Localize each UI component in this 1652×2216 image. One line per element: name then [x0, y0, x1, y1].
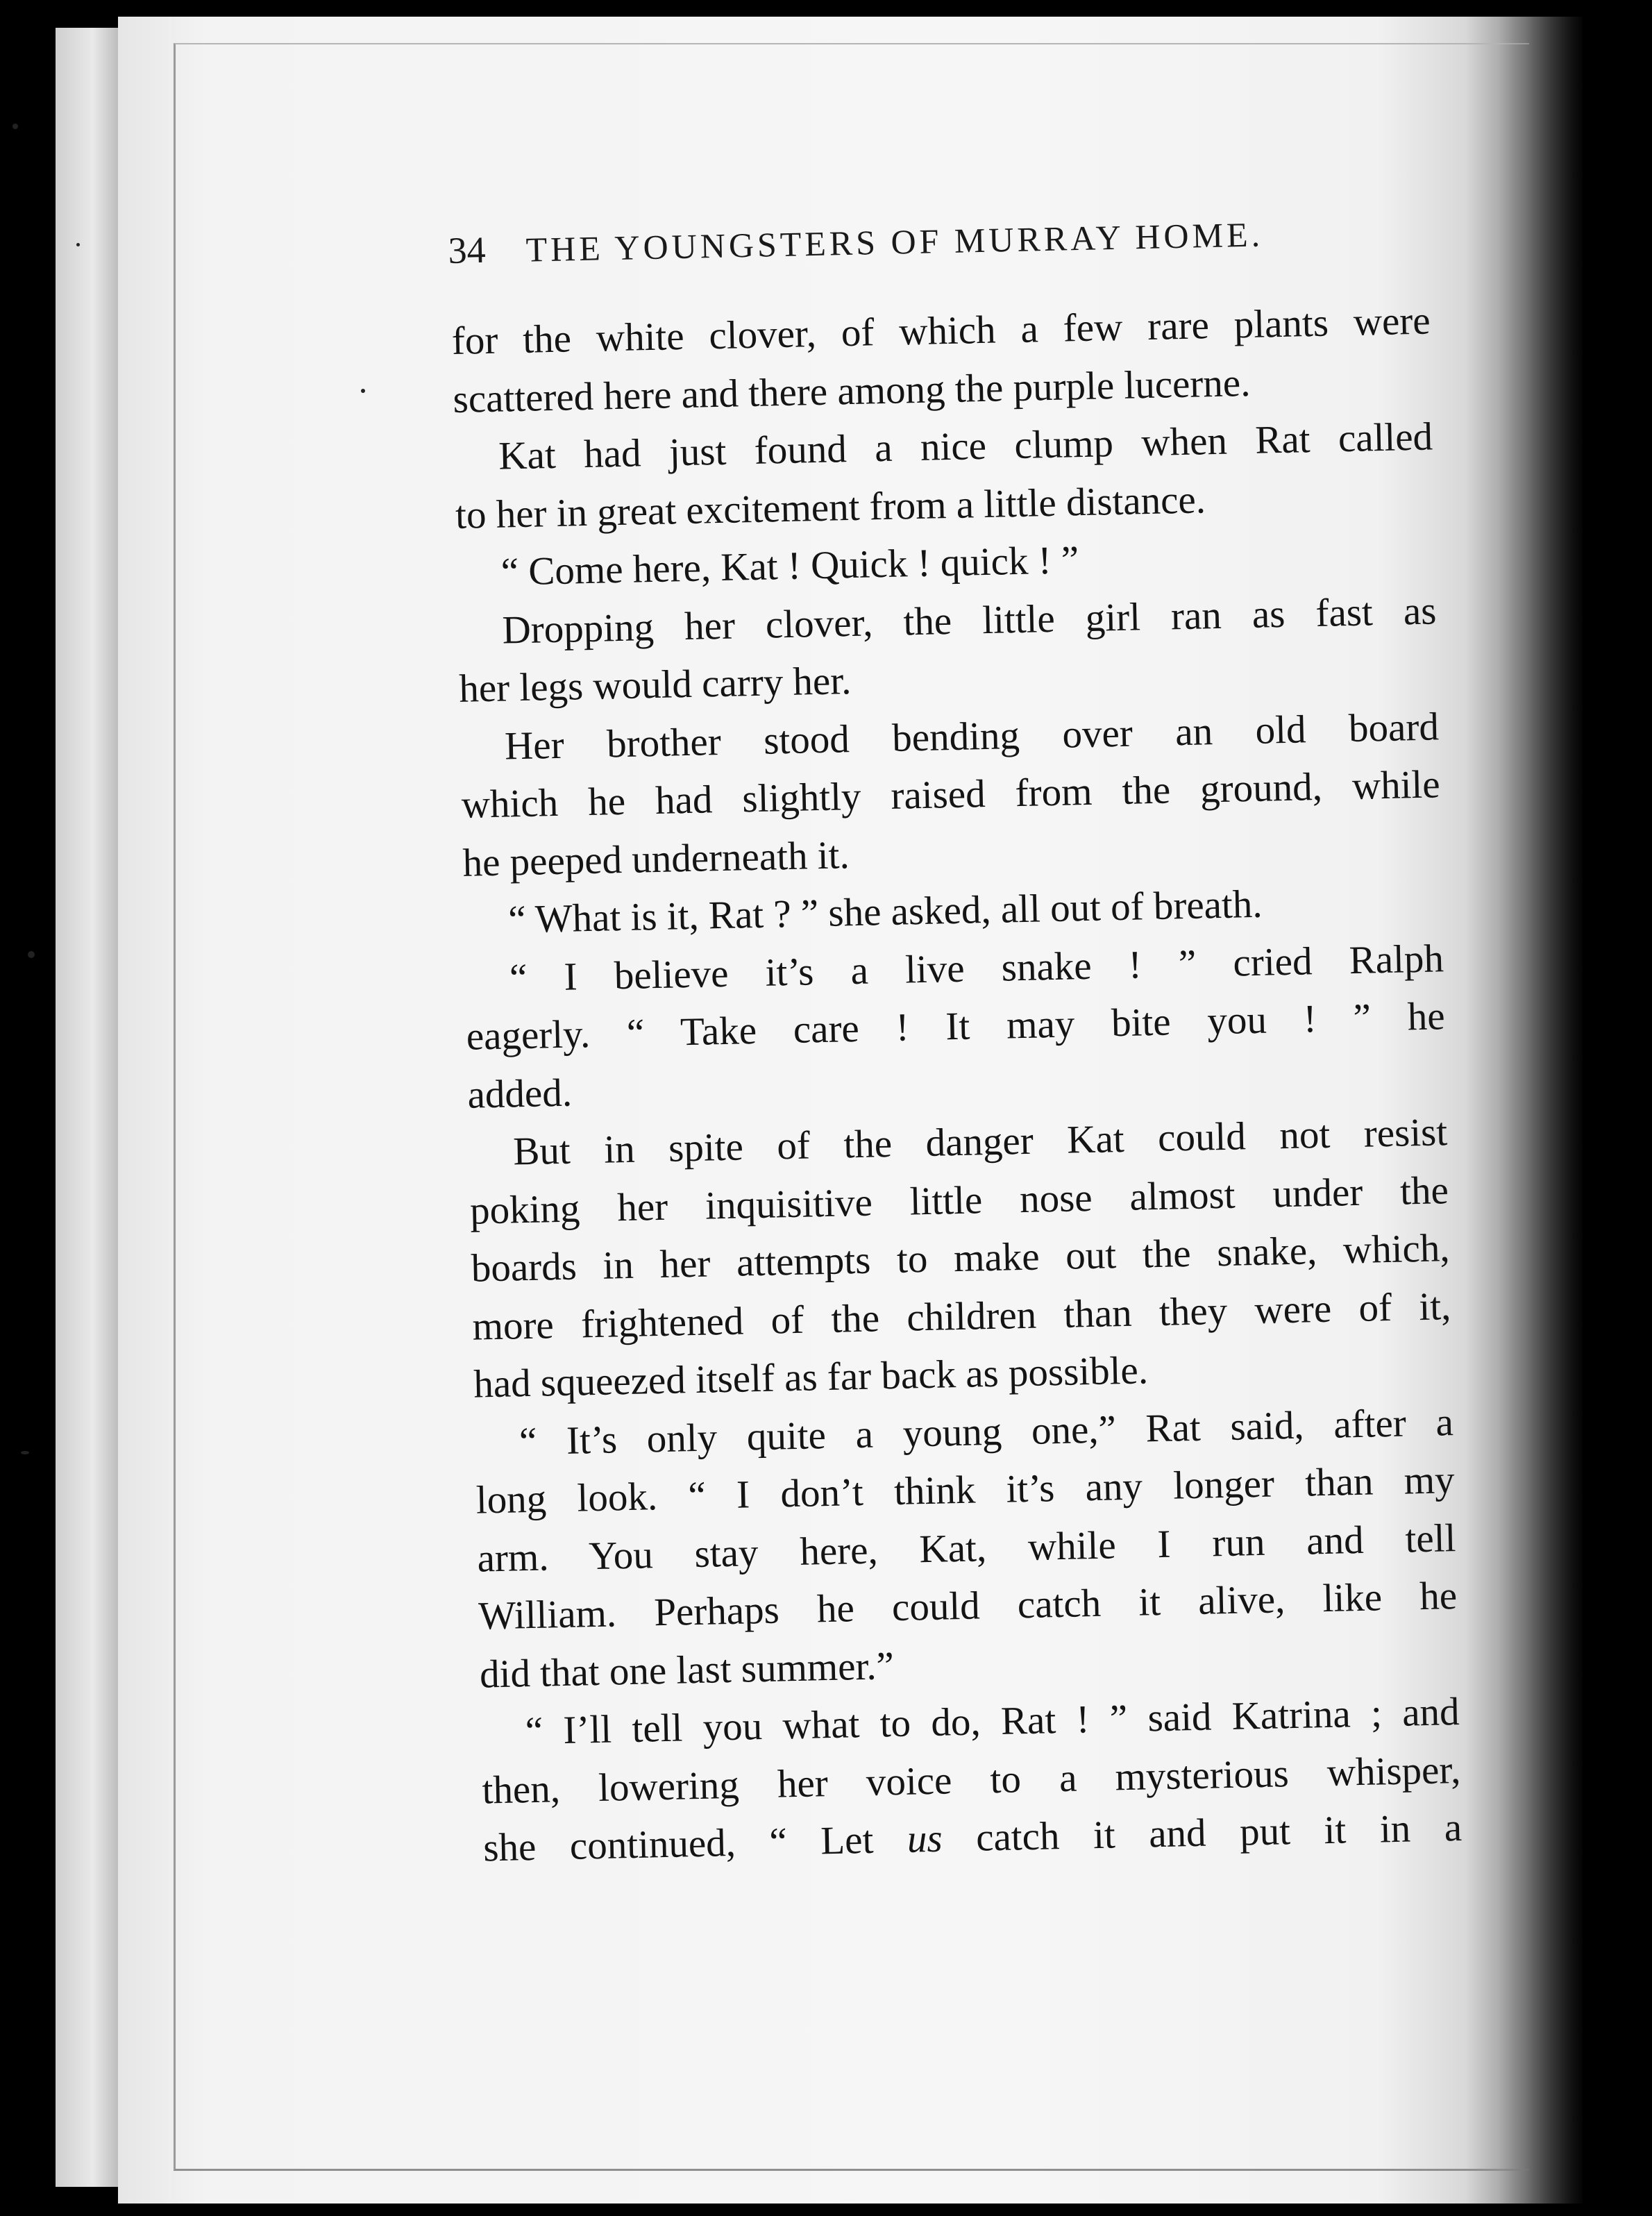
text-line: long look. “ I don’t think it’s any longer than my [475, 1458, 1456, 1522]
text-line: more frightened of the children than they were of it, [471, 1284, 1451, 1349]
gutter-shadow [1499, 17, 1583, 2204]
dust-speck [12, 124, 18, 129]
dust-speck [361, 389, 365, 393]
text-line: did that one last summer.” [479, 1643, 895, 1697]
text-line: William. Perhaps he could catch it alive, like he [478, 1574, 1458, 1638]
text-line: then, lowering her voice to a mysterious whisper, [481, 1747, 1461, 1813]
text-line: “ Come here, Kat ! Quick ! quick ! ” [500, 538, 1079, 594]
text-line: arm. You stay here, Kat, while I run and tell [476, 1516, 1456, 1581]
text-fragment: she continued, “ Let [482, 1818, 874, 1870]
text-line: to her in great excitement from a little distance. [455, 477, 1206, 537]
binding-board [56, 28, 118, 2187]
text-line: added. [466, 1071, 573, 1117]
text-line: which he had slightly raised from the ground, while [461, 762, 1441, 827]
text-line: had squeezed itself as far back as possible. [473, 1348, 1149, 1407]
body-text [451, 292, 1463, 1877]
text-line: her legs would carry her. [458, 659, 852, 711]
text-line: boards in her attempts to make out the snake, which, [471, 1226, 1451, 1291]
text-line: scattered here and there among the purple lucerne. [452, 360, 1251, 421]
text-line: poking her inquisitive little nose almost under the [469, 1168, 1449, 1233]
running-title: THE YOUNGSTERS OF MURRAY HOME. [525, 215, 1264, 269]
text-line: “ It’s only quite a young one,” Rat said, after a [519, 1400, 1454, 1463]
text-line: Her brother stood bending over an old board [504, 704, 1440, 769]
dust-speck [76, 243, 80, 246]
text-line: Kat had just found a nice clump when Rat called [498, 414, 1433, 478]
text-line: “ I’ll tell you what to do, Rat ! ” said Katrina ; and [525, 1690, 1460, 1754]
text-line: he peeped underneath it. [462, 832, 850, 885]
text-line: “ I believe it’s a live snake ! ” cried Ralph [509, 936, 1444, 1000]
dust-speck [28, 951, 35, 958]
italic-word: us [907, 1816, 943, 1861]
text-fragment: catch it and put it in a [975, 1805, 1463, 1860]
text-line: Dropping her clover, the little girl ran as fast as [501, 588, 1437, 653]
text-line: But in spite of the danger Kat could not resist [512, 1110, 1448, 1174]
text-line: eagerly. “ Take care ! It may bite you ! ” he [466, 994, 1446, 1059]
text-line: for the white clover, of which a few rare plants were [451, 299, 1431, 363]
page-number: 34 [448, 228, 487, 271]
dust-speck [21, 1451, 29, 1454]
text-line: “ What is it, Rat ? ” she asked, all out of breath. [507, 882, 1263, 942]
